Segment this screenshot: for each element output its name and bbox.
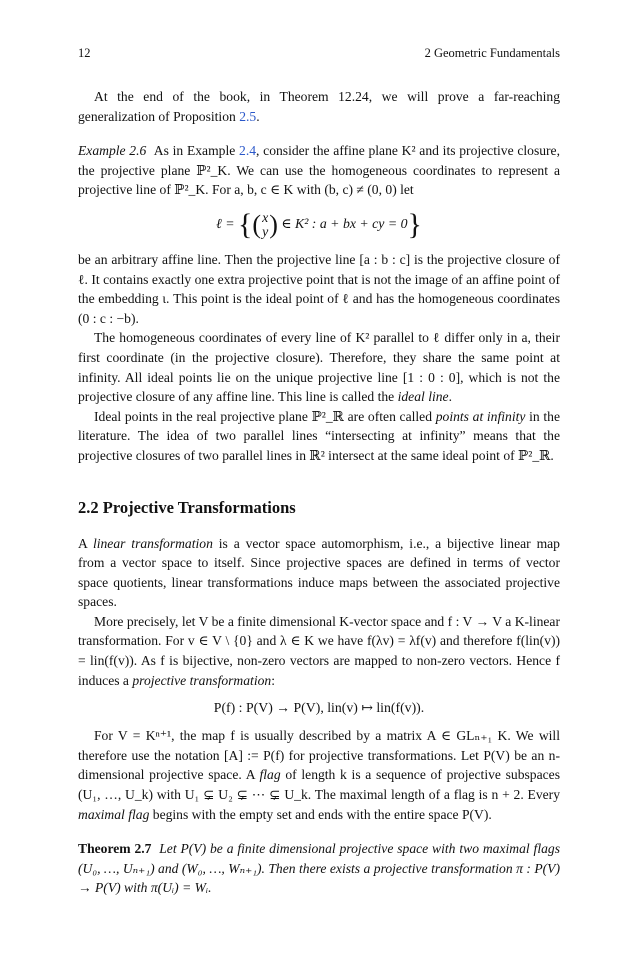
paragraph-matrix: For V = Kⁿ⁺¹, the map f is usually described by a matrix A ∈ GLₙ₊₁ K. We will therefore use the notation [A] := P(f) for projective transformations. Let P(V) be an n-dimensional projective space. A flag of length k is a sequence of projective subspaces (U₁, …, U_k) with U₁ ⊊ U₂ ⊊ ⋯ ⊊ U_k. The maximal length of a flag is n + 2. Every maximal flag begins with the empty set and ends with the entire space P(V). <box>78 728 560 822</box>
coordinate-vector: x y <box>262 209 269 239</box>
theorem-body: Let P(V) be a finite dimensional projective space with two maximal flags (U₀, …, Uₙ₊₁) and (W₀, …, Wₙ₊₁). Then there exists a projective transformation π : P(V) → P(V) with π(Uᵢ) = Wᵢ. <box>78 841 560 896</box>
running-header <box>78 46 560 61</box>
page <box>78 46 560 898</box>
running-title: 2 Geometric Fundamentals <box>424 46 560 60</box>
theorem-title: Theorem 2.7 <box>78 841 152 857</box>
term-projective-transformation: projective transformation <box>132 672 272 688</box>
example-link[interactable]: 2.4 <box>239 143 257 159</box>
equation-line-set: ℓ = {( x y ) ∈ K² : a + bx + cy = 0} <box>216 207 422 241</box>
term-ideal-line: ideal line <box>397 389 449 405</box>
proposition-link[interactable]: 2.5 <box>239 108 257 124</box>
paragraph-precise: More precisely, let V be a finite dimensional K-vector space and f : V → V a K-linear transformation. For v ∈ V \ {0} and λ ∈ K we have f(λv) = λf(v) and therefore f(lin(v)) = lin(f(v)). As f is bijective, non-zero vectors are mapped to non-zero vectors. Hence f induces a projective transformation: <box>78 613 560 688</box>
term-flag: flag <box>259 767 281 783</box>
example-title: Example 2.6 <box>78 143 147 159</box>
equation-projective-map: P(f) : P(V) → P(V), lin(v) ↦ lin(f(v)). <box>213 700 425 716</box>
paragraph-parallel-lines: The homogeneous coordinates of every line of K² parallel to ℓ differ only in a, their first coordinate (in the projective closure). Therefore, they share the same point at infinity. All ideal points lie on the unique projective line [1 : 0 : 0], which is not the projective closure of any affine line. This line is called the ideal line. <box>78 330 560 405</box>
term-points-at-infinity: points at infinity <box>435 408 526 424</box>
paragraph-projective-closure: be an arbitrary affine line. Then the projective line [a : b : c] is the projective closure of ℓ. It contains exactly one extra projective point that is not the image of an affine point of the embedding ι. This point is the ideal point of ℓ and has the homogeneous coordinates (0 : c : −b). <box>78 251 560 326</box>
intro-paragraph: At the end of the book, in Theorem 12.24, we will prove a far-reaching generalization of Proposition 2.5. <box>78 89 560 124</box>
section-title: 2.2 Projective Transformations <box>78 497 296 517</box>
theorem-2-7 <box>78 839 560 898</box>
term-maximal-flag: maximal flag <box>78 806 150 822</box>
example-2-6: Example 2.6 As in Example 2.4, consider the affine plane K² and its projective closure, the projective plane ℙ²_K. We can use the homogeneous coordinates to represent a projective line of ℙ²_K. For a, b, c ∈ K with (b, c) ≠ (0, 0) let <box>78 143 560 198</box>
term-linear-transformation: linear transformation <box>92 535 213 551</box>
paragraph-ideal-points: Ideal points in the real projective plane ℙ²_ℝ are often called points at infinity in the literature. The idea of two parallel lines “intersecting at infinity” means that the projective closures of two parallel lines in ℝ² intersect at the same ideal point of ℙ²_ℝ. <box>78 408 560 463</box>
page-number: 12 <box>78 46 91 60</box>
paragraph-linear-transformation: A linear transformation is a vector space automorphism, i.e., a bijective linear map from a vector space to itself. Since projective spaces are defined in terms of vector space quotients, linear transformations induce maps between the associated projective spaces. <box>78 535 560 610</box>
